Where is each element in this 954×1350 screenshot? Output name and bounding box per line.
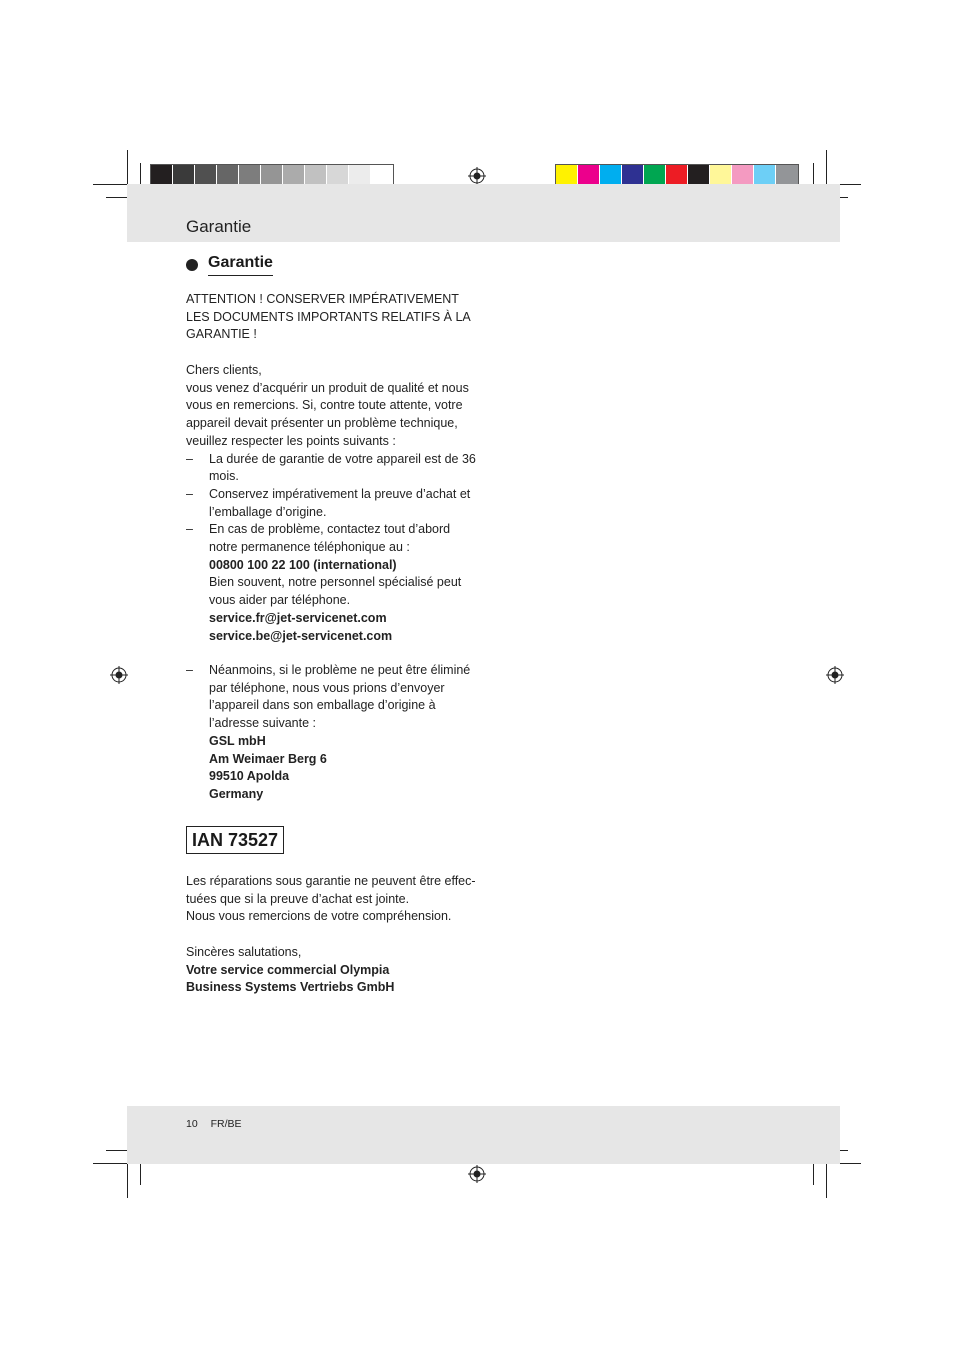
footer-band (127, 1106, 840, 1164)
page-header-title: Garantie (186, 217, 252, 236)
crop-mark (93, 1163, 128, 1164)
list-item-text: Conservez impérativement la preuve d’achat et l’emballage d’origine. (209, 486, 471, 519)
attention-text: ATTENTION ! CONSERVER IMPÉRATIVEMENT LES DOCUMENTS IMPORTANTS RELATIFS À LA GARANTIE ! (186, 292, 471, 341)
closing-salutation: Sincères salutations, (186, 944, 302, 959)
list-item (186, 486, 476, 521)
address-line: Am Weimaer Berg 6 (209, 751, 327, 766)
greeting: Chers clients, (186, 363, 262, 377)
hotline-number: 00800 100 22 100 (international) (209, 557, 397, 572)
page-number: 10 (186, 1118, 198, 1130)
spacer (186, 926, 476, 944)
address-line: 99510 Apolda (209, 769, 290, 784)
crop-mark (127, 150, 128, 185)
closing-block (186, 873, 476, 997)
return-block (186, 662, 476, 804)
registration-mark-icon (468, 1165, 486, 1183)
crop-mark (127, 1163, 128, 1198)
repair-note-line: Les réparations sous garantie ne peuvent être effec- (186, 874, 476, 888)
signature-line: Votre service commercial Olympia (186, 962, 390, 977)
list-item (186, 662, 476, 804)
registration-mark-icon (110, 666, 128, 684)
registration-mark-icon (468, 167, 486, 185)
list-item-text: Néanmoins, si le problème ne peut être éliminé par téléphone, nous vous prions d’envoyer l’appareil dans son emballage d’origine à l’adresse suivante : (209, 663, 471, 731)
registration-mark-icon (826, 666, 844, 684)
crop-mark (93, 184, 128, 185)
email-be: service.be@jet-servicenet.com (209, 628, 393, 643)
locale-label: FR/BE (210, 1118, 242, 1130)
repair-note-line: tuées que si la preuve d’achat est jointe. (186, 891, 410, 906)
list-dash: – (186, 451, 193, 466)
footer (186, 1118, 252, 1130)
list-item (186, 521, 476, 645)
ian-number-box: IAN 73527 (186, 826, 284, 854)
attention-block (186, 291, 476, 344)
address-line: GSL mbH (209, 733, 266, 748)
main-text-block (186, 362, 476, 645)
hotline-note: Bien souvent, notre personnel spécialisé peut vous aider par téléphone. (209, 575, 462, 608)
signature-line: Business Systems Vertriebs GmbH (186, 980, 395, 995)
bullet-dot-icon (186, 259, 198, 271)
list-item-text: La durée de garantie de votre appareil est de 36 mois. (209, 451, 476, 484)
list-dash: – (186, 663, 193, 677)
list-item (186, 451, 476, 486)
email-fr: service.fr@jet-servicenet.com (209, 610, 387, 625)
thanks-text: Nous vous remercions de votre compréhension. (186, 909, 452, 924)
crop-mark (826, 1163, 827, 1198)
address-line: Germany (209, 786, 264, 801)
list-dash: – (186, 522, 193, 537)
intro-text: vous venez d’acquérir un produit de qualité et nous vous en remercions. Si, contre toute attente, votre appareil devait présenter un problème technique, veuillez respecter les points suivants : (186, 380, 469, 448)
list-item-body (209, 521, 476, 645)
section-heading (186, 254, 273, 276)
list-item-body (209, 662, 476, 804)
list-item-text: En cas de problème, contactez tout d’abord notre permanence téléphonique au : (209, 522, 451, 555)
crop-mark (826, 150, 827, 185)
list-dash: – (186, 486, 193, 501)
section-title: Garantie (208, 254, 273, 276)
